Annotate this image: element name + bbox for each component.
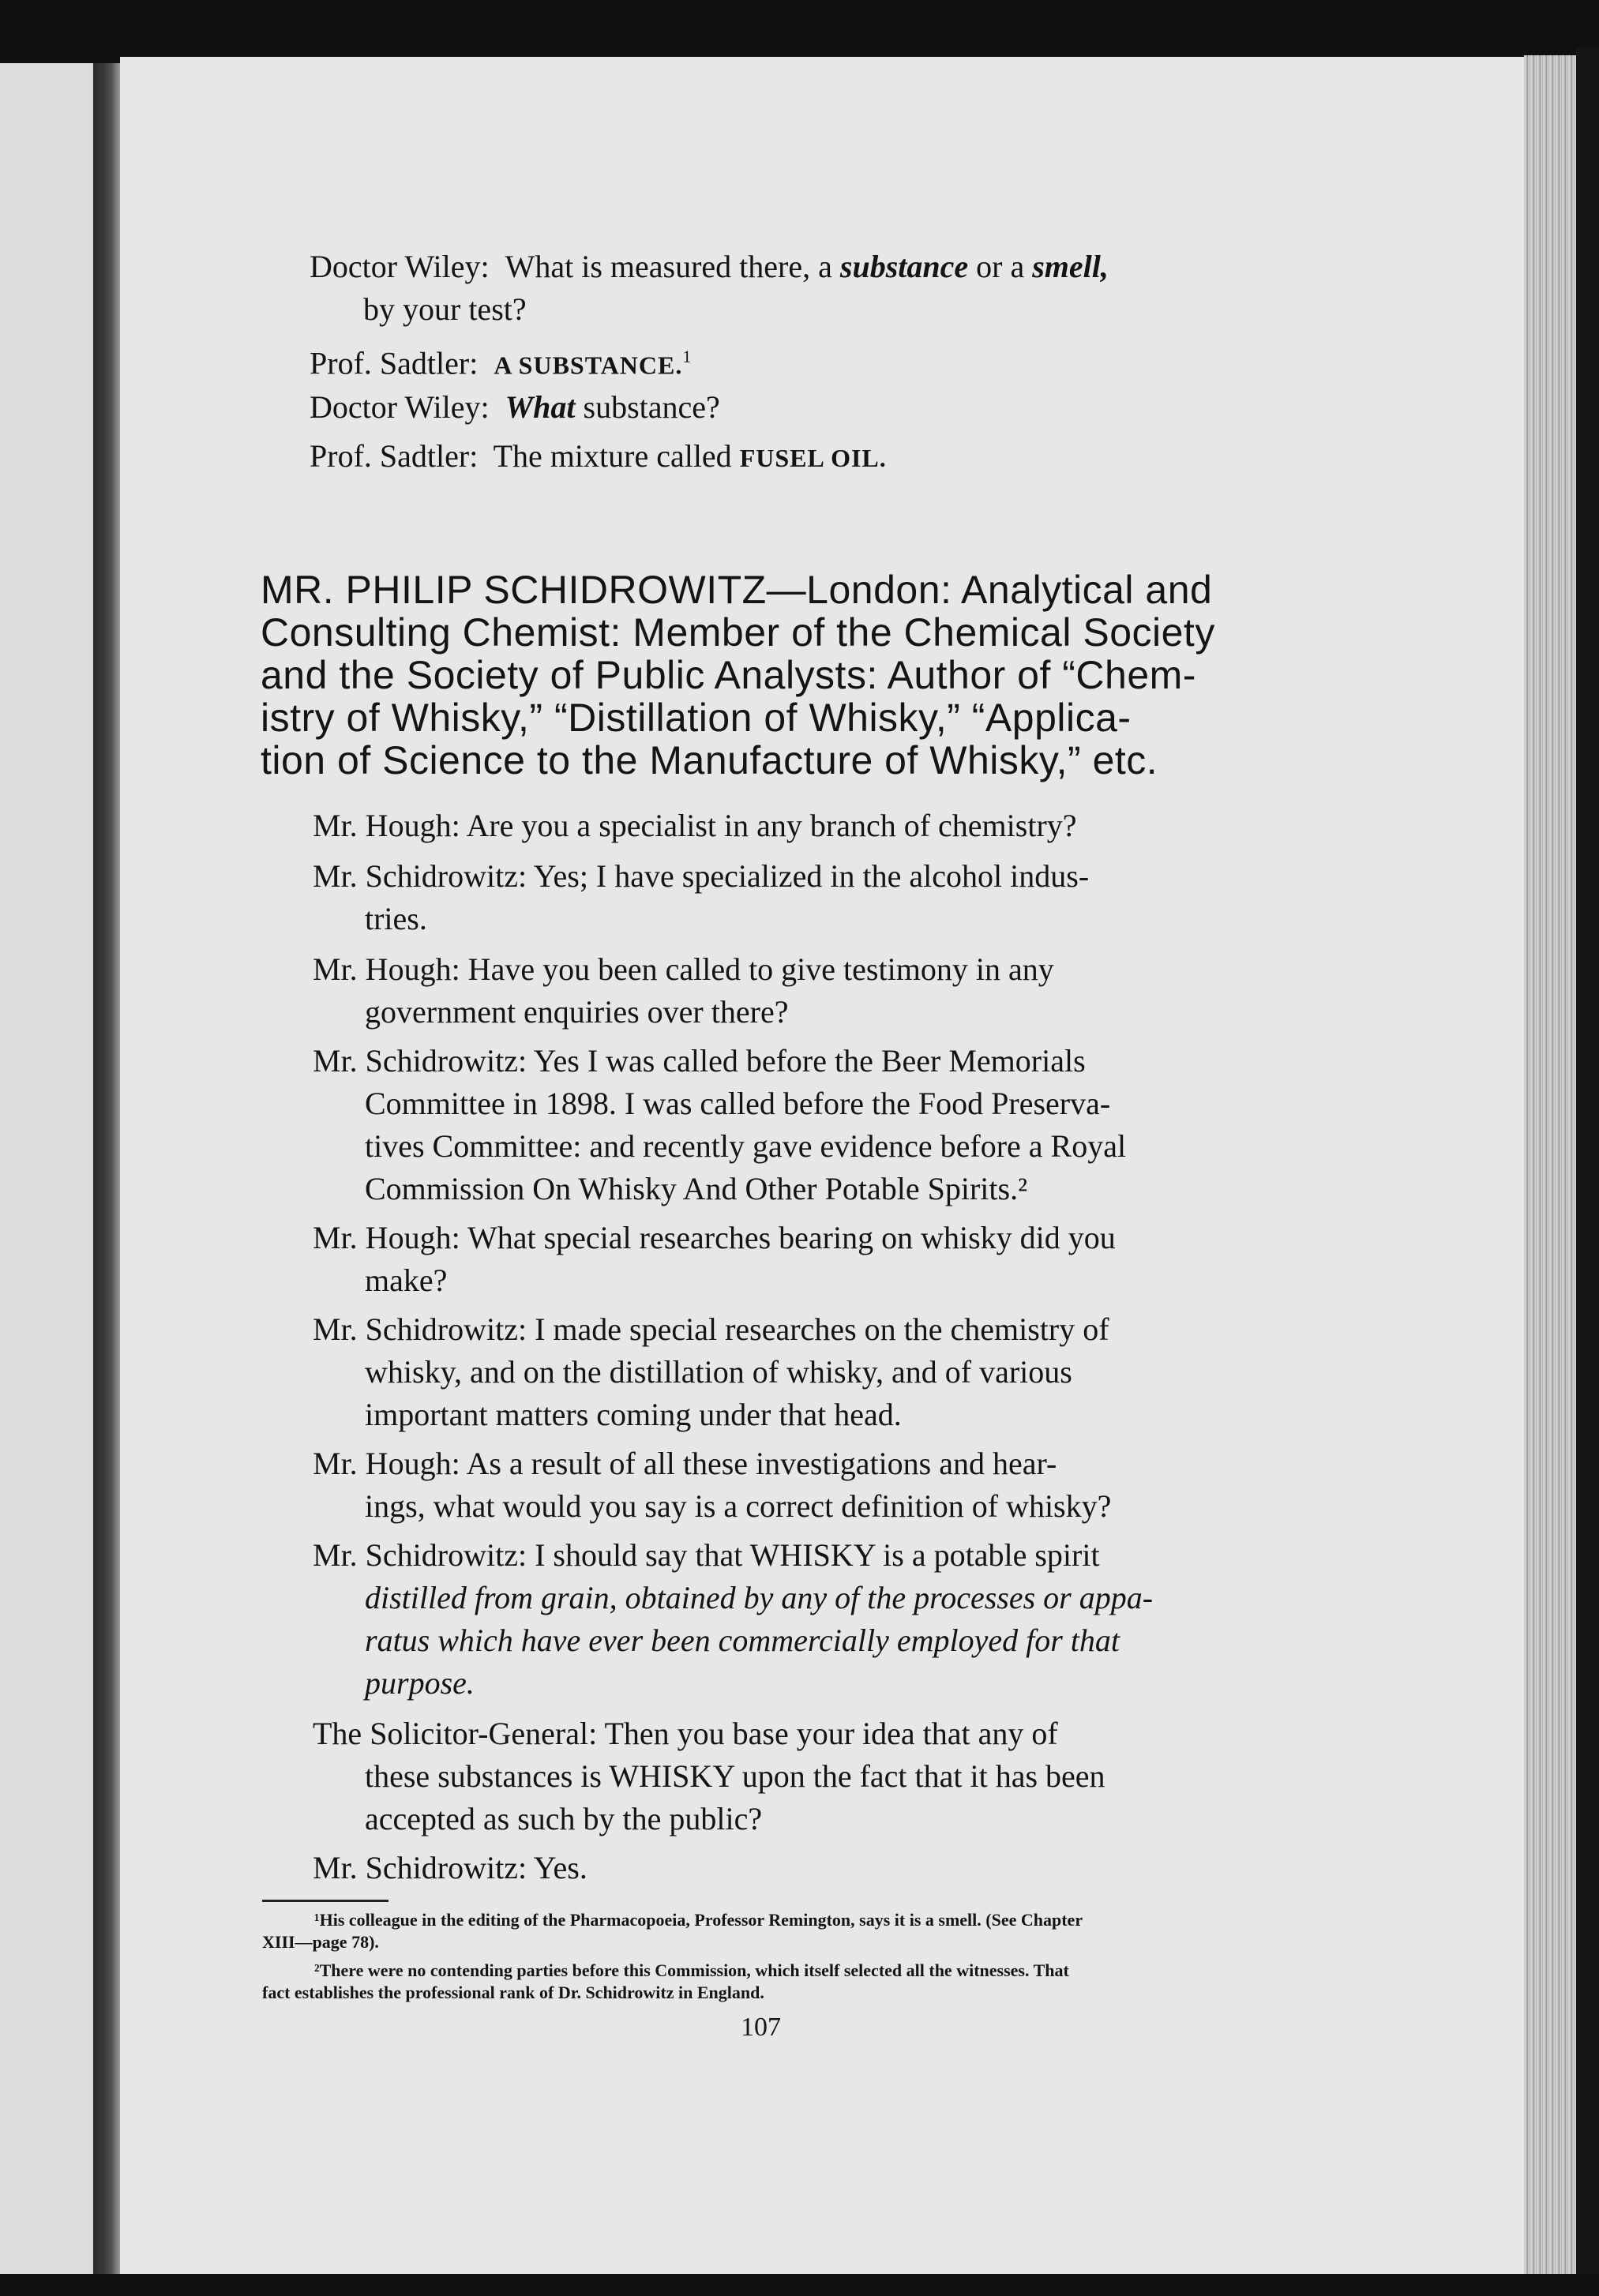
intro-line-1: Doctor Wiley: What is measured there, a substance or a smell, bbox=[310, 249, 1109, 284]
testimony-line: Mr. Hough: What special researches bearing on whisky did you bbox=[313, 1220, 1116, 1255]
page-stack-edge bbox=[1524, 55, 1579, 2282]
testimony-line: purpose. bbox=[365, 1665, 475, 1701]
facing-page-edge bbox=[0, 63, 93, 2280]
testimony-line: Committee in 1898. I was called before the Food Preserva- bbox=[365, 1086, 1111, 1121]
heading-line: and the Society of Public Analysts: Author of “Chem- bbox=[261, 653, 1196, 697]
testimony-line: Mr. Hough: Have you been called to give testimony in any bbox=[313, 951, 1054, 987]
testimony-line: accepted as such by the public? bbox=[365, 1801, 763, 1836]
scan-bottom-border bbox=[0, 2274, 1599, 2296]
footnote-line: ¹His colleague in the editing of the Pharmacopoeia, Professor Remington, says it is a smell. (See Chapter bbox=[314, 1910, 1083, 1930]
testimony-line: Mr. Schidrowitz: I should say that WHISKY is a potable spirit bbox=[313, 1537, 1100, 1573]
heading-line: MR. PHILIP SCHIDROWITZ—London: Analytical and bbox=[261, 568, 1213, 612]
intro-line-4: Prof. Sadtler: The mixture called FUSEL OIL. bbox=[310, 438, 887, 474]
testimony-line: Mr. Hough: Are you a specialist in any branch of chemistry? bbox=[313, 808, 1077, 843]
heading-line: Consulting Chemist: Member of the Chemical Society bbox=[261, 610, 1215, 655]
testimony-line: distilled from grain, obtained by any of the processes or appa- bbox=[365, 1580, 1154, 1615]
page-number: 107 bbox=[741, 2013, 781, 2042]
scan-top-border bbox=[0, 0, 1599, 63]
testimony-line: make? bbox=[365, 1262, 448, 1298]
testimony-line: whisky, and on the distillation of whisky, and of various bbox=[365, 1354, 1072, 1390]
heading-line: tion of Science to the Manufacture of Whisky,” etc. bbox=[261, 738, 1158, 782]
intro-line-2: Prof. Sadtler: A SUBSTANCE.$^1$ bbox=[310, 345, 692, 381]
speaker-label: Prof. Sadtler: bbox=[310, 345, 479, 381]
intro-line-3: Doctor Wiley: What substance? bbox=[310, 389, 720, 425]
speaker-label: Prof. Sadtler: bbox=[310, 438, 479, 474]
testimony-line: Commission On Whisky And Other Potable Spirits.² bbox=[365, 1171, 1028, 1206]
testimony-line: ratus which have ever been commercially employed for that bbox=[365, 1623, 1120, 1658]
speaker-label: Doctor Wiley: bbox=[310, 389, 490, 425]
heading-line: istry of Whisky,” “Distillation of Whisky,” “Applica- bbox=[261, 696, 1132, 740]
testimony-line: Mr. Hough: As a result of all these investigations and hear- bbox=[313, 1446, 1057, 1481]
testimony-line: Mr. Schidrowitz: Yes. bbox=[313, 1850, 587, 1885]
speaker-label: Doctor Wiley: bbox=[310, 249, 490, 284]
testimony-line: government enquiries over there? bbox=[365, 994, 789, 1030]
footnote-line: ²There were no contending parties before this Commission, which itself selected all the witnesses. That bbox=[314, 1960, 1069, 1980]
footnote-line: XIII—page 78). bbox=[262, 1932, 379, 1952]
book-spine-shadow bbox=[93, 63, 120, 2280]
footnote-rule bbox=[262, 1900, 388, 1902]
testimony-line: ings, what would you say is a correct definition of whisky? bbox=[365, 1488, 1112, 1524]
footnote-line: fact establishes the professional rank of Dr. Schidrowitz in England. bbox=[262, 1983, 764, 2002]
testimony-line: The Solicitor-General: Then you base your idea that any of bbox=[313, 1716, 1058, 1751]
testimony-line: tives Committee: and recently gave evidence before a Royal bbox=[365, 1128, 1127, 1164]
scan-right-border bbox=[1576, 47, 1599, 2296]
testimony-line: Mr. Schidrowitz: I made special researches on the chemistry of bbox=[313, 1311, 1109, 1347]
testimony-line: tries. bbox=[365, 901, 427, 936]
testimony-line: Mr. Schidrowitz: Yes I was called before the Beer Memorials bbox=[313, 1043, 1086, 1079]
testimony-line: Mr. Schidrowitz: Yes; I have specialized in the alcohol indus- bbox=[313, 858, 1090, 894]
intro-line-1-cont: by your test? bbox=[363, 291, 527, 327]
testimony-line: these substances is WHISKY upon the fact that it has been bbox=[365, 1758, 1105, 1794]
testimony-line: important matters coming under that head. bbox=[365, 1397, 902, 1432]
